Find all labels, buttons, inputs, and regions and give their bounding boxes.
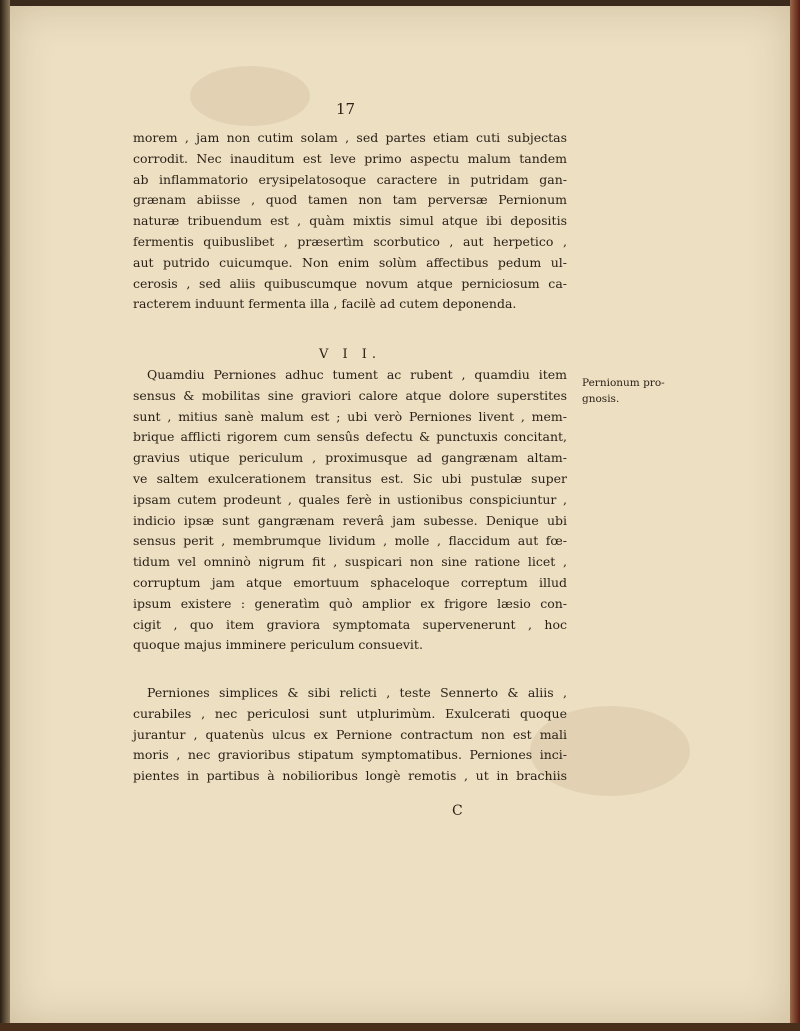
book-bottom-edge	[0, 1023, 800, 1031]
text-line: quoque majus imminere periculum consuevit.	[133, 637, 423, 653]
book-spine-edge	[0, 0, 10, 1031]
text-line: brique afflicti rigorem cum sensûs defectu & punctuxis concitant,	[133, 429, 567, 445]
text-line: fermentis quibuslibet , præsertìm scorbutico , aut herpetico ,	[133, 233, 567, 249]
text-line: gravius utique periculum , proximusque ad gangrænam altam-	[133, 450, 567, 466]
section-heading: V I I.	[318, 347, 382, 362]
margin-note	[582, 375, 665, 407]
text-line: indicio ipsæ sunt gangrænam reverâ jam subesse. Denique ubi	[133, 512, 567, 528]
text-line: curabiles , nec periculosi sunt utplurimùm. Exulcerati quoque	[133, 705, 567, 721]
text-line: moris , nec gravioribus stipatum symptomatibus. Perniones inci-	[133, 747, 567, 763]
margin-note-line: Pernionum pro-	[582, 377, 665, 389]
signature-mark: C	[452, 803, 463, 819]
paragraph-1	[133, 128, 567, 315]
text-line: corrodit. Nec inauditum est leve primo aspectu malum tandem	[133, 150, 567, 166]
text-line: corruptum jam atque emortuum sphaceloque correptum illud	[133, 574, 567, 590]
text-line: cerosis , sed aliis quibuscumque novum atque perniciosum ca-	[133, 275, 567, 291]
text-line: sunt , mitius sanè malum est ; ubi verò Perniones livent , mem-	[133, 408, 567, 424]
text-line: Quamdiu Perniones adhuc tument ac rubent , quamdiu item	[147, 367, 567, 382]
book-page-edge	[790, 0, 800, 1031]
paragraph-2	[133, 365, 567, 656]
text-line: cigit , quo item graviora symptomata supervenerunt , hoc	[133, 616, 567, 632]
text-line: naturæ tribuendum est , quàm mixtis simul atque ibi depositis	[133, 213, 567, 229]
text-line: jurantur , quatenùs ulcus ex Pernione contractum non est mali	[133, 726, 567, 742]
paper-stain	[190, 66, 310, 126]
text-line: sensus & mobilitas sine graviori calore atque dolore superstites	[133, 387, 567, 403]
text-line: aut putrido cuicumque. Non enim solùm affectibus pedum ul-	[133, 254, 567, 270]
text-line: ipsum existere : generatìm quò amplior ex frigore læsio con-	[133, 595, 567, 611]
page-number: 17	[336, 100, 356, 118]
paragraph-3	[133, 683, 567, 787]
text-line: pientes in partibus à nobilioribus longè remotis , ut in brachiis	[133, 768, 567, 784]
text-line: grænam abiisse , quod tamen non tam perversæ Pernionum	[133, 192, 567, 208]
text-line: tidum vel omninò nigrum fit , suspicari non sine ratione licet ,	[133, 554, 567, 570]
text-line: morem , jam non cutim solam , sed partes etiam cuti subjectas	[133, 130, 567, 145]
text-line: ipsam cutem prodeunt , quales ferè in ustionibus conspiciuntur ,	[133, 491, 567, 507]
text-line: Perniones simplices & sibi relicti , teste Sennerto & aliis ,	[147, 685, 567, 700]
margin-note-line: gnosis.	[582, 393, 620, 405]
text-line: ve saltem exulcerationem transitus est. Sic ubi pustulæ super	[133, 470, 567, 486]
text-line: ab inflammatorio erysipelatosoque caractere in putridam gan-	[133, 171, 567, 187]
text-line: racterem induunt fermenta illa , facilè ad cutem deponenda.	[133, 296, 517, 312]
text-line: sensus perit , membrumque lividum , molle , flaccidum aut fœ-	[133, 533, 567, 549]
